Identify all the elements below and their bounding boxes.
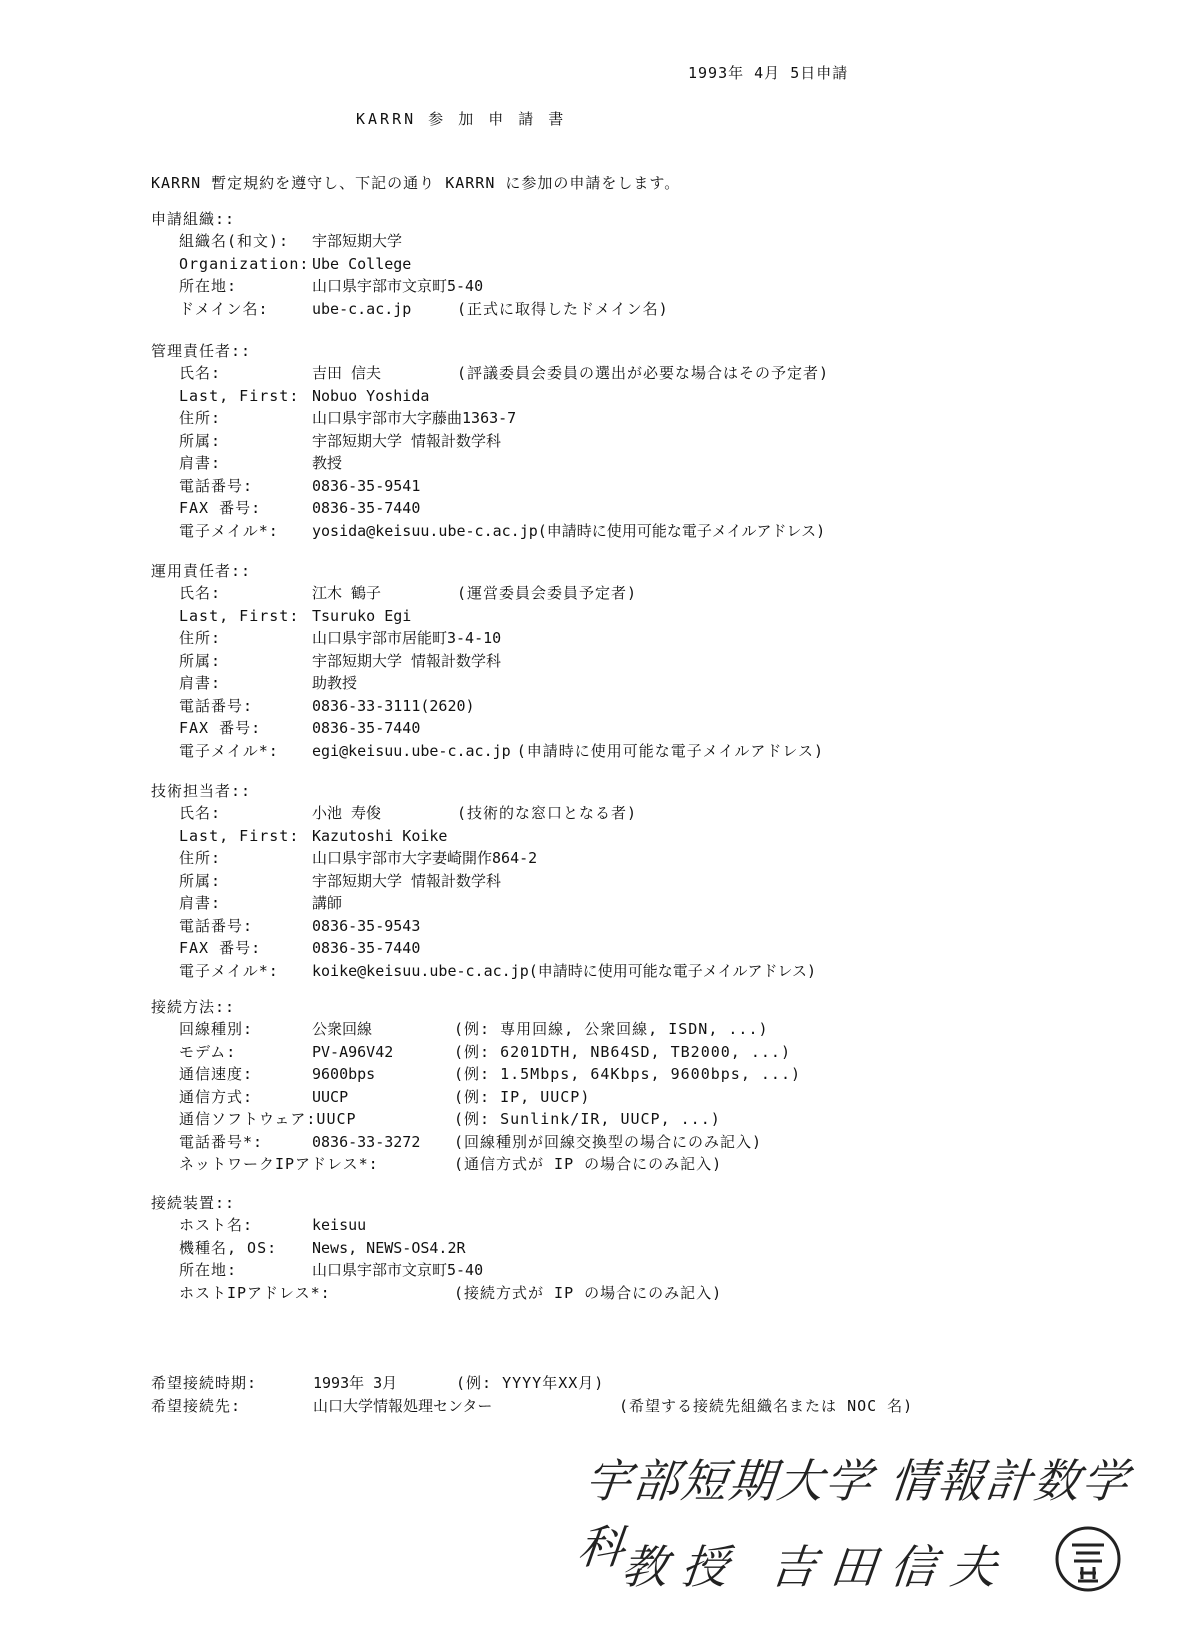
field-value: 宇部短期大学 情報計数学科 [312,871,502,890]
field-row [151,915,421,938]
field-note: (例: YYYY年XX月) [456,1374,605,1392]
field-value: 山口県宇部市文京町5-40 [312,1261,484,1279]
field-label: Organization: [179,254,310,273]
field-row [151,1131,763,1154]
field-label: 肩書: [179,894,222,912]
field-label: 肩書: [179,674,222,692]
field-label: Last, First: [179,386,300,405]
field-row [151,825,448,848]
section-heading: 管理責任者:: [151,342,252,360]
section-tech [151,780,817,982]
field-label: 氏名: [179,804,222,822]
section-heading: 接続方法:: [151,998,236,1016]
seal-stamp-icon [1052,1523,1124,1595]
field-row [151,892,343,915]
field-row [151,407,517,430]
field-note: (例: Sunlink/IR, UUCP, ...) [454,1110,721,1128]
field-row [151,1018,769,1041]
field-label: 肩書: [179,454,222,472]
field-row [151,1214,367,1237]
field-row [151,253,412,276]
field-row [151,740,825,763]
field-value: 9600bps [312,1065,376,1083]
field-value: 教授 [312,454,343,472]
field-row [151,230,403,253]
field-value: 公衆回線 [312,1020,373,1038]
field-value-with-note [312,520,825,543]
signature-name: 教授 吉田信夫 [618,1540,1014,1594]
field-value: 1993年 3月 [313,1374,398,1392]
field-label: 回線種別: [179,1020,254,1038]
field-label: 電話番号*: [179,1132,264,1151]
field-note: (例: 6201DTH, NB64SD, TB2000, ...) [454,1042,791,1061]
field-value: 宇部短期大学 情報計数学科 [312,651,502,670]
field-value: egi@keisuu.ube-c.ac.jp [312,741,511,760]
section-device [151,1192,723,1304]
field-row [151,497,421,520]
field-value-with-note [312,960,816,983]
section-operator [151,560,825,762]
field-row [151,298,669,321]
field-value: 助教授 [312,674,358,692]
field-row [151,385,430,408]
field-value: UUCP [312,1087,349,1106]
field-row [151,672,358,695]
field-label: 電子メイル*: [179,961,279,980]
field-value: 0836-35-9543 [312,916,421,935]
field-value: 吉田 信夫 [312,364,382,382]
field-row [151,275,484,298]
field-row [151,1153,723,1176]
field-label: FAX 番号: [179,719,262,737]
field-note: (申請時に使用可能な電子メイルアドレス) [516,741,825,760]
field-value: News, NEWS-OS4.2R [312,1238,466,1257]
field-label: Last, First: [179,606,300,625]
field-row [151,582,638,605]
field-note: (運営委員会委員予定者) [457,584,638,602]
field-label: 氏名: [179,364,222,382]
field-value: 山口大学情報処理センター [313,1396,493,1415]
field-note: (接続方式が IP の場合にのみ記入) [454,1283,723,1302]
section-heading: 接続装置:: [151,1194,236,1212]
field-value: 0836-35-7440 [312,499,421,517]
field-note: (申請時に使用可能な電子メイルアドレス) [537,521,826,540]
field-row [151,627,502,650]
section-heading: 技術担当者:: [151,782,252,800]
field-row [151,1086,591,1109]
field-row [151,362,830,385]
field-row [151,695,475,718]
field-label: 組織名(和文): [179,232,290,250]
field-label: モデム: [179,1042,237,1061]
section-heading: 申請組織:: [151,210,236,228]
field-row [151,605,412,628]
field-label: 所属: [179,871,222,890]
field-note: (技術的な窓口となる者) [457,804,638,822]
field-label: 通信方式: [179,1087,254,1106]
field-value: 宇部短期大学 [312,232,403,250]
field-value: 0836-35-7440 [312,939,421,957]
field-row [151,650,502,673]
field-label: 住所: [179,849,222,867]
field-row [151,1108,721,1131]
field-value: PV-A96V42 [312,1042,394,1061]
field-row [151,870,502,893]
section-organization [151,208,669,320]
field-value: Tsuruko Egi [312,606,412,625]
field-row [151,475,421,498]
field-label: 電話番号: [179,916,254,935]
section-admin [151,340,830,542]
field-label: 所属: [179,651,222,670]
field-label: 所在地: [179,277,238,295]
field-note: (通信方式が IP の場合にのみ記入) [454,1155,723,1173]
field-label: Last, First: [179,826,300,845]
field-row [151,430,502,453]
field-value: Nobuo Yoshida [312,386,430,405]
field-label: 電話番号: [179,476,254,495]
field-row [151,1041,791,1064]
handwritten-signature [575,1445,1142,1615]
field-value: keisuu [312,1216,367,1234]
section-heading: 運用責任者:: [151,562,252,580]
field-value: 小池 寿俊 [312,804,382,822]
field-row [151,1063,802,1086]
field-label: ネットワークIPアドレス*: [179,1155,379,1173]
field-value: 宇部短期大学 情報計数学科 [312,431,502,450]
field-note: (申請時に使用可能な電子メイルアドレス) [528,961,817,980]
field-note: (回線種別が回線交換型の場合にのみ記入) [454,1132,763,1151]
field-row [151,802,638,825]
field-value: Ube College [312,254,412,273]
field-value: yosida@keisuu.ube-c.ac.jp [312,521,538,540]
field-label: FAX 番号: [179,499,262,517]
field-row [151,520,826,543]
field-value: 山口県宇部市大字藤曲1363-7 [312,409,517,427]
field-value: ube-c.ac.jp [312,299,412,318]
signature-affiliation: 宇部短期大学 情報計数学科 [575,1454,1133,1574]
field-label: ホストIPアドレス*: [179,1283,331,1302]
field-row [151,960,817,983]
field-label: 所在地: [179,1261,238,1279]
field-value: 0836-33-3272 [312,1132,421,1151]
field-label: 所属: [179,431,222,450]
field-row [151,847,538,870]
field-value: 講師 [312,894,343,912]
field-note: (例: IP, UUCP) [454,1087,591,1106]
field-label: 機種名, OS: [179,1238,278,1257]
field-value: 0836-33-3111(2620) [312,696,475,715]
field-note: (評議委員会委員の選出が必要な場合はその予定者) [457,364,830,382]
field-label: 住所: [179,409,222,427]
field-label: 希望接続先: [151,1396,242,1415]
field-label: ホスト名: [179,1216,254,1234]
field-row [151,1282,723,1305]
field-value: 0836-35-9541 [312,476,421,495]
field-label: 通信ソフトウェア:UUCP [179,1110,357,1128]
field-label: FAX 番号: [179,939,262,957]
field-value: 山口県宇部市文京町5-40 [312,277,484,295]
field-label: 氏名: [179,584,222,602]
field-note: (正式に取得したドメイン名) [457,299,669,318]
field-label: 住所: [179,629,222,647]
field-row [151,1237,466,1260]
field-label: ドメイン名: [179,299,269,318]
field-value: koike@keisuu.ube-c.ac.jp [312,961,529,980]
form-title: KARRN 参 加 申 請 書 [356,110,567,128]
field-label: 希望接続時期: [151,1374,258,1392]
field-value: 山口県宇部市大字妻崎開作864-2 [312,849,538,867]
field-note: (例: 1.5Mbps, 64Kbps, 9600bps, ...) [454,1065,802,1083]
field-row [151,937,421,960]
field-value-with-note [312,740,824,763]
field-label: 通信速度: [179,1065,254,1083]
field-note: (例: 専用回線, 公衆回線, ISDN, ...) [454,1020,769,1038]
field-row [151,1259,484,1282]
section-connection [151,996,802,1176]
field-value: Kazutoshi Koike [312,826,448,845]
field-label: 電子メイル*: [179,741,279,760]
application-date: 1993年 4月 5日申請 [688,64,849,82]
field-note: (希望する接続先組織名または NOC 名) [619,1396,914,1415]
field-row [151,717,421,740]
field-value: 山口県宇部市居能町3-4-10 [312,629,502,647]
field-value: 0836-35-7440 [312,719,421,737]
intro-statement: KARRN 暫定規約を遵守し、下記の通り KARRN に参加の申請をします。 [151,174,681,192]
field-row [151,452,343,475]
field-value: 江木 鶴子 [312,584,382,602]
field-label: 電話番号: [179,696,254,715]
field-label: 電子メイル*: [179,521,279,540]
